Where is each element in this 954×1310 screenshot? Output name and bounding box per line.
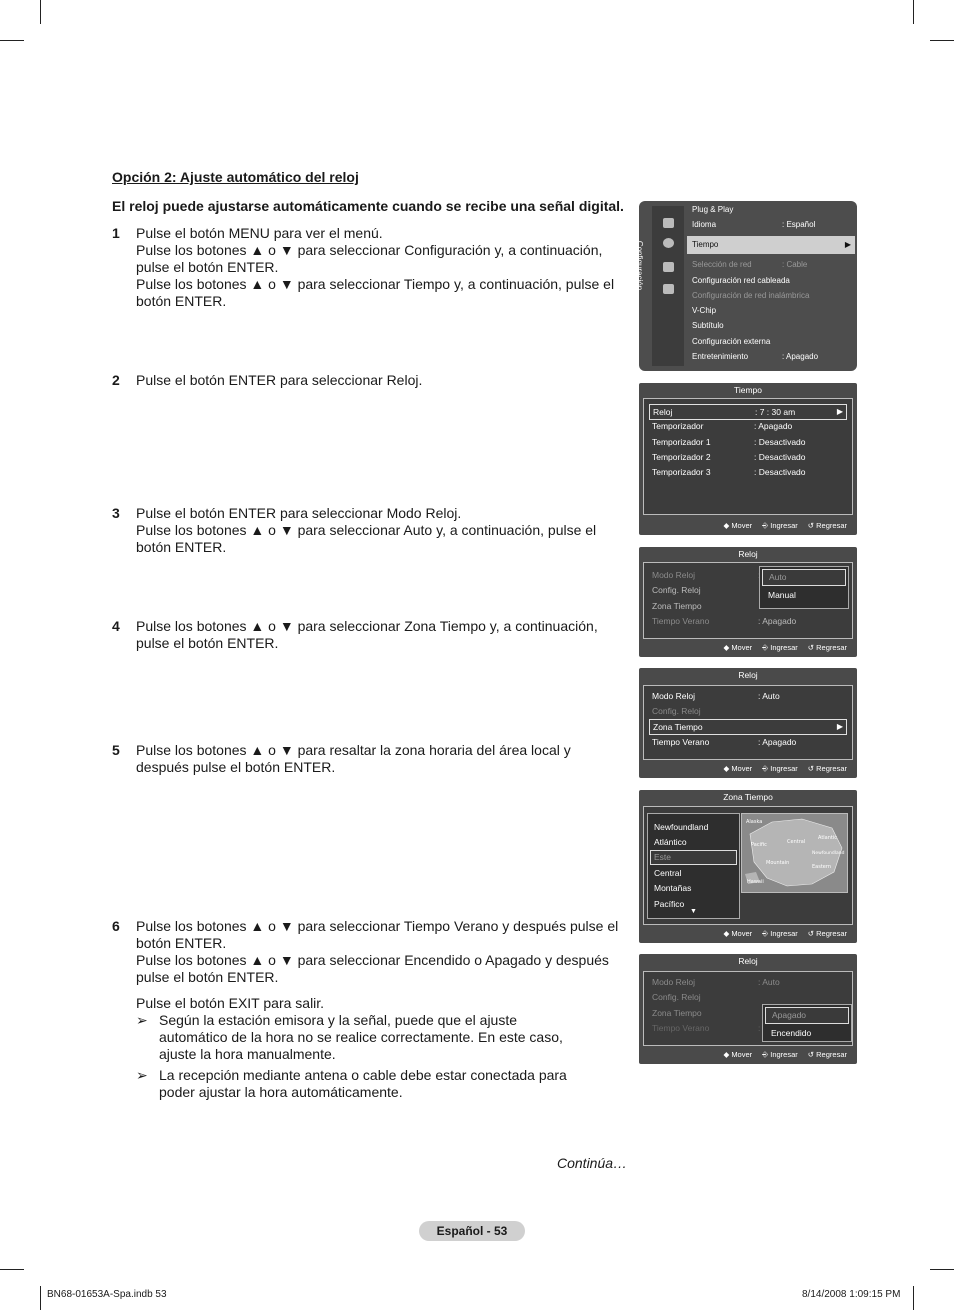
timezone-map — [741, 813, 848, 893]
row-temporizador[interactable]: Temporizador : Apagado — [652, 421, 793, 431]
hint-bar: ◆ Mover ⎆ Ingresar ↺ Regresar — [723, 1050, 847, 1059]
modo-popup — [759, 566, 849, 609]
arrow-right-icon: ▶ — [844, 240, 851, 249]
menu-item-subtitulo[interactable]: Subtítulo — [692, 321, 724, 330]
crop-mark — [40, 0, 41, 24]
row-config-reloj[interactable]: Config. Reloj — [652, 706, 701, 716]
step-number: 2 — [112, 372, 120, 388]
step-line: Pulse el botón MENU para ver el menú. — [136, 225, 383, 241]
menu-item-red-inalambrica[interactable]: Configuración de red inalámbrica — [692, 291, 810, 300]
setup-menu-screen — [635, 201, 857, 371]
step-line: Pulse el botón ENTER para seleccionar Modo Reloj. — [136, 505, 462, 521]
hint-bar: ◆ Mover ⎆ Ingresar ↺ Regresar — [723, 521, 847, 530]
note — [136, 1012, 586, 1063]
map-label: Hawaii — [747, 879, 764, 885]
row-reloj[interactable]: Reloj : 7 : 30 am ▶ — [649, 404, 847, 420]
arrow-right-icon: ▶ — [836, 407, 843, 416]
hint-bar: ◆ Mover ⎆ Ingresar ↺ Regresar — [723, 643, 847, 652]
reloj-verano-screen — [639, 954, 857, 1064]
step-number: 5 — [112, 742, 120, 758]
reloj-modo-screen — [639, 547, 857, 657]
reloj-zona-screen — [639, 668, 857, 778]
row-temporizador-3[interactable]: Temporizador 3 : Desactivado — [652, 467, 806, 477]
row-zona-tiempo[interactable]: Zona Tiempo — [652, 601, 702, 611]
step-6 — [112, 918, 622, 1101]
note-arrow-icon: ➢ — [136, 1067, 148, 1083]
menu-item-plug-play[interactable]: Plug & Play — [692, 205, 734, 214]
intro-text: El reloj puede ajustarse automáticamente cuando se recibe una señal digital. — [112, 198, 624, 214]
step-line: Pulse los botones ▲ o ▼ para seleccionar Configuración y, a continuación, pulse el botón ENTER. — [136, 242, 603, 275]
row-modo-reloj[interactable]: Modo Reloj : Auto — [652, 977, 780, 987]
picture-icon — [663, 218, 674, 228]
crop-mark — [0, 1269, 24, 1270]
step-line: Pulse los botones ▲ o ▼ para seleccionar Encendido o Apagado y después pulse el botón ENTER. — [136, 952, 609, 985]
option-encendido[interactable]: Encendido — [771, 1028, 812, 1038]
map-label: Mountain — [766, 860, 790, 866]
menu-vertical-label: Configuración — [635, 240, 645, 291]
map-label: Newfoundland — [812, 851, 845, 856]
note-arrow-icon: ➢ — [136, 1012, 148, 1028]
map-label: Central — [787, 839, 806, 845]
row-temporizador-2[interactable]: Temporizador 2 : Desactivado — [652, 452, 806, 462]
step-number: 6 — [112, 918, 120, 934]
note-text: La recepción mediante antena o cable debe estar conectada para poder ajustar la hora automáticamente. — [159, 1067, 567, 1100]
crop-mark — [930, 40, 954, 41]
zone-item[interactable]: Montañas — [654, 883, 692, 893]
crop-mark — [913, 1286, 914, 1310]
step-number: 4 — [112, 618, 120, 634]
menu-item-red-cableada[interactable]: Configuración red cableada — [692, 276, 790, 285]
screen-panel — [643, 685, 853, 760]
screen-title: Reloj — [738, 956, 758, 966]
note — [136, 1067, 606, 1101]
option-apagado[interactable]: Apagado — [765, 1007, 849, 1024]
step-4 — [112, 618, 622, 652]
row-modo-reloj[interactable]: Modo Reloj — [652, 570, 695, 580]
row-tiempo-verano[interactable]: Tiempo Verano : Apagado — [652, 737, 797, 747]
crop-mark — [0, 40, 24, 41]
row-tiempo-verano[interactable]: Tiempo Verano : Apagado — [652, 616, 797, 626]
row-config-reloj[interactable]: Config. Reloj — [652, 992, 701, 1002]
footer-file: BN68-01653A-Spa.indb 53 — [47, 1289, 167, 1300]
crop-mark — [913, 0, 914, 24]
map-label: Pacific — [751, 842, 767, 848]
screen-title: Zona Tiempo — [723, 792, 773, 802]
zone-item[interactable]: Pacífico — [654, 899, 685, 909]
page-number-badge: Español - 53 — [419, 1221, 525, 1241]
verano-popup — [762, 1004, 852, 1042]
map-label: Alaska — [746, 819, 763, 825]
step-line: Pulse los botones ▲ o ▼ para seleccionar Tiempo y, a continuación, pulse el botón ENTER. — [136, 276, 615, 309]
hint-bar: ◆ Mover ⎆ Ingresar ↺ Regresar — [723, 929, 847, 938]
option-manual[interactable]: Manual — [768, 590, 796, 600]
row-zona-tiempo[interactable]: Zona Tiempo ▶ — [649, 719, 847, 735]
application-icon — [663, 284, 674, 294]
zone-item[interactable]: Atlántico — [654, 837, 687, 847]
step-line: Pulse los botones ▲ o ▼ para seleccionar Auto y, a continuación, pulse el botón ENTER. — [136, 522, 597, 555]
map-label: Atlantic — [818, 835, 838, 841]
footer-date: 8/14/2008 1:09:15 PM — [802, 1289, 901, 1300]
screen-title: Reloj — [738, 670, 758, 680]
zone-item[interactable]: Newfoundland — [654, 822, 709, 832]
row-modo-reloj[interactable]: Modo Reloj : Auto — [652, 691, 780, 701]
menu-item-seleccion-red[interactable]: Selección de red : Cable — [692, 260, 808, 269]
zone-list — [647, 813, 740, 919]
continued-label: Continúa… — [557, 1155, 628, 1171]
menu-icon-strip — [652, 206, 684, 366]
section-heading: Opción 2: Ajuste automático del reloj — [112, 169, 359, 185]
row-zona-tiempo[interactable]: Zona Tiempo — [652, 1008, 702, 1018]
exit-line: Pulse el botón EXIT para salir. — [136, 995, 325, 1011]
step-3 — [112, 505, 622, 556]
scroll-down-icon[interactable]: ▼ — [690, 908, 697, 915]
menu-item-entretenimiento[interactable]: Entretenimiento : Apagado — [692, 352, 819, 361]
step-1 — [112, 225, 622, 310]
menu-item-v-chip[interactable]: V-Chip — [692, 306, 717, 315]
side-tab — [635, 201, 651, 371]
tiempo-screen — [639, 383, 857, 535]
row-config-reloj[interactable]: Config. Reloj — [652, 585, 701, 595]
step-5 — [112, 742, 622, 776]
step-line: Pulse el botón ENTER para seleccionar Reloj. — [136, 372, 423, 388]
zone-item[interactable]: Central — [654, 868, 682, 878]
input-icon — [663, 262, 674, 272]
zone-item-selected[interactable]: Este — [650, 850, 737, 865]
map-label: Eastern — [812, 864, 832, 870]
step-line: Pulse los botones ▲ o ▼ para resaltar la zona horaria del área local y después pulse el botón ENTER. — [136, 742, 571, 775]
screen-title: Tiempo — [733, 385, 763, 395]
north-america-map — [742, 814, 847, 892]
screen-panel — [643, 971, 853, 1046]
step-line: Pulse los botones ▲ o ▼ para seleccionar Tiempo Verano y después pulse el botón ENTER. — [136, 918, 619, 951]
option-auto[interactable]: Auto — [762, 569, 846, 586]
step-number: 3 — [112, 505, 120, 521]
hint-bar: ◆ Mover ⎆ Ingresar ↺ Regresar — [723, 764, 847, 773]
gear-icon — [663, 238, 674, 248]
step-number: 1 — [112, 225, 120, 241]
screen-panel — [643, 398, 853, 515]
note-text: Según la estación emisora y la señal, puede que el ajuste automático de la hora no se realice correctamente. En este caso, ajuste la hora manualmente. — [159, 1012, 563, 1062]
menu-item-config-externa[interactable]: Configuración externa — [692, 337, 771, 346]
screen-panel — [643, 562, 853, 639]
crop-mark — [40, 1286, 41, 1310]
step-2 — [112, 372, 622, 389]
screen-title: Reloj — [738, 549, 758, 559]
step-line: Pulse los botones ▲ o ▼ para seleccionar Zona Tiempo y, a continuación, pulse el botón ENTER. — [136, 618, 598, 651]
row-tiempo-verano[interactable]: Tiempo Verano : — [652, 1023, 761, 1033]
menu-item-idioma[interactable]: Idioma : Español — [692, 220, 816, 229]
row-temporizador-1[interactable]: Temporizador 1 : Desactivado — [652, 437, 806, 447]
arrow-right-icon: ▶ — [836, 722, 843, 731]
crop-mark — [930, 1269, 954, 1270]
menu-item-tiempo[interactable]: Tiempo ▶ — [687, 236, 855, 254]
